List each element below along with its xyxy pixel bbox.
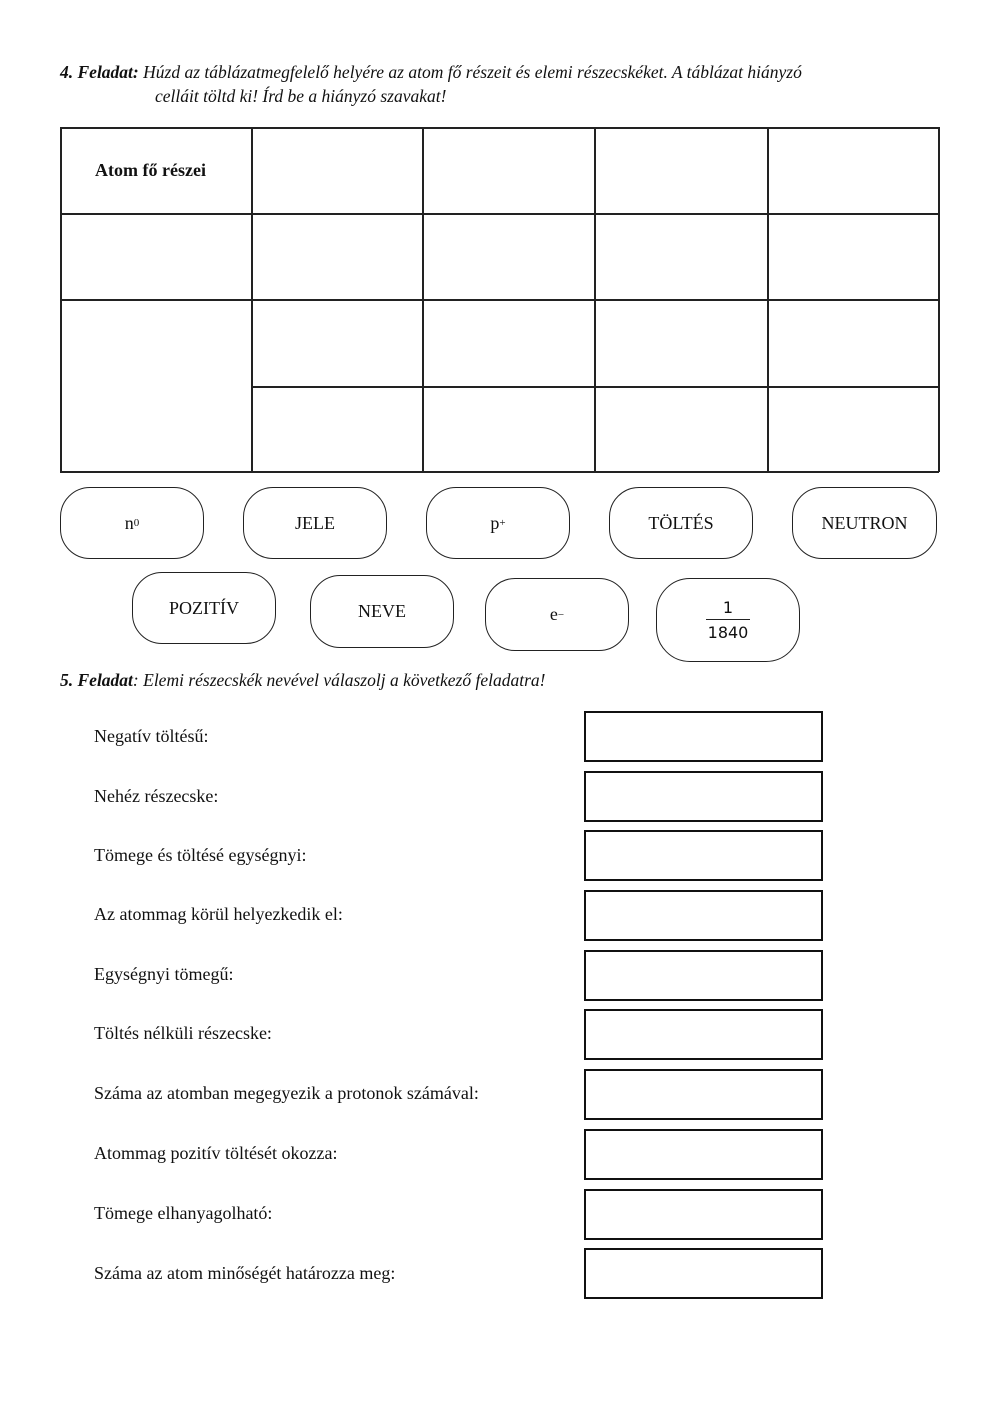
chip-neve[interactable]: [310, 575, 454, 648]
drop-cell-r1-c3[interactable]: [424, 129, 593, 212]
chip-toltes[interactable]: [609, 487, 753, 559]
chip-fraction-value: [704, 598, 753, 642]
chip-neutron-symbol[interactable]: n 0: [60, 487, 204, 559]
chip-pozitiv[interactable]: [132, 572, 276, 644]
drop-cell-r3-c1[interactable]: [62, 301, 250, 470]
answer-field-4[interactable]: [584, 890, 823, 941]
drop-cell-r4-c5[interactable]: [769, 388, 937, 470]
answer-field-10[interactable]: [584, 1248, 823, 1299]
chip-fraction[interactable]: [656, 578, 800, 662]
drop-cell-r3-c5[interactable]: [769, 301, 937, 385]
answer-field-5[interactable]: [584, 950, 823, 1001]
chip-proton-symbol[interactable]: p +: [426, 487, 570, 559]
answer-field-1[interactable]: [584, 711, 823, 762]
task5-instruction-text: : Elemi részecskék nevével válaszolj a következő feladatra!: [132, 670, 546, 690]
chip-jele[interactable]: [243, 487, 387, 559]
chip-jele-label: JELE: [295, 512, 335, 533]
task5-number: 5. Feladat: [60, 670, 133, 690]
question-label-4: Az atommag körül helyezkedik el:: [94, 904, 343, 924]
drop-cell-r2-c1[interactable]: [62, 215, 250, 298]
chip-electron-symbol[interactable]: e −: [485, 578, 629, 651]
drop-cell-r3-c4[interactable]: [596, 301, 766, 385]
question-label-5: Egységnyi tömegű:: [94, 964, 234, 984]
task4-number: 4. Feladat:: [60, 62, 139, 82]
question-label-9: Tömege elhanyagolható:: [94, 1203, 273, 1223]
drop-cell-r1-c5[interactable]: [769, 129, 937, 212]
task4-instruction: [60, 60, 940, 108]
drop-cell-r3-c2[interactable]: [253, 301, 421, 385]
chip-neutron-symbol-main: n: [124, 512, 134, 533]
fraction-denominator: 1840: [707, 623, 749, 643]
chip-neutron[interactable]: [792, 487, 937, 559]
drop-cell-r4-c2[interactable]: [253, 388, 421, 470]
drop-cell-r4-c3[interactable]: [424, 388, 593, 470]
question-label-1: Negatív töltésű:: [94, 726, 209, 746]
answer-field-3[interactable]: [584, 830, 823, 881]
drop-cell-r3-c3[interactable]: [424, 301, 593, 385]
chip-neutron-label: NEUTRON: [821, 512, 908, 533]
chip-neve-label: NEVE: [358, 601, 406, 621]
task5-instruction: [60, 668, 940, 692]
answer-field-2[interactable]: [584, 771, 823, 822]
chip-proton-symbol-main: p: [490, 512, 500, 533]
fraction-numerator: 1: [722, 597, 734, 617]
task4-instruction-line2: celláit töltd ki! Írd be a hiányzó szavakat!: [155, 86, 447, 106]
question-label-3: Tömege és töltésé egységnyi:: [94, 845, 307, 865]
answer-field-9[interactable]: [584, 1189, 823, 1240]
drop-cell-r2-c4[interactable]: [596, 215, 766, 298]
task4-instruction-line1: Húzd az táblázatmegfelelő helyére az atom fő részeit és elemi részecskéket. A táblázat hiányzó: [143, 62, 802, 82]
answer-field-8[interactable]: [584, 1129, 823, 1180]
drop-cell-r2-c3[interactable]: [424, 215, 593, 298]
table-header-label: Atom fő részei: [95, 160, 206, 180]
question-label-6: Töltés nélküli részecske:: [94, 1023, 272, 1043]
drop-cell-r2-c5[interactable]: [769, 215, 937, 298]
drop-cell-r1-c2[interactable]: [253, 129, 421, 212]
question-label-7: Száma az atomban megegyezik a protonok számával:: [94, 1083, 479, 1103]
chip-toltes-label: TÖLTÉS: [648, 512, 714, 533]
question-label-8: Atommag pozitív töltését okozza:: [94, 1143, 338, 1163]
answer-field-6[interactable]: [584, 1009, 823, 1060]
chip-pozitiv-label: POZITÍV: [169, 597, 239, 618]
drop-cell-r4-c4[interactable]: [596, 388, 766, 470]
question-label-10: Száma az atom minőségét határozza meg:: [94, 1263, 396, 1283]
chip-electron-symbol-main: e: [549, 604, 558, 624]
answer-field-7[interactable]: [584, 1069, 823, 1120]
drop-cell-r1-c4[interactable]: [596, 129, 766, 212]
question-label-2: Nehéz részecske:: [94, 786, 219, 806]
drop-cell-r2-c2[interactable]: [253, 215, 421, 298]
table-border-bottom: [60, 471, 939, 473]
